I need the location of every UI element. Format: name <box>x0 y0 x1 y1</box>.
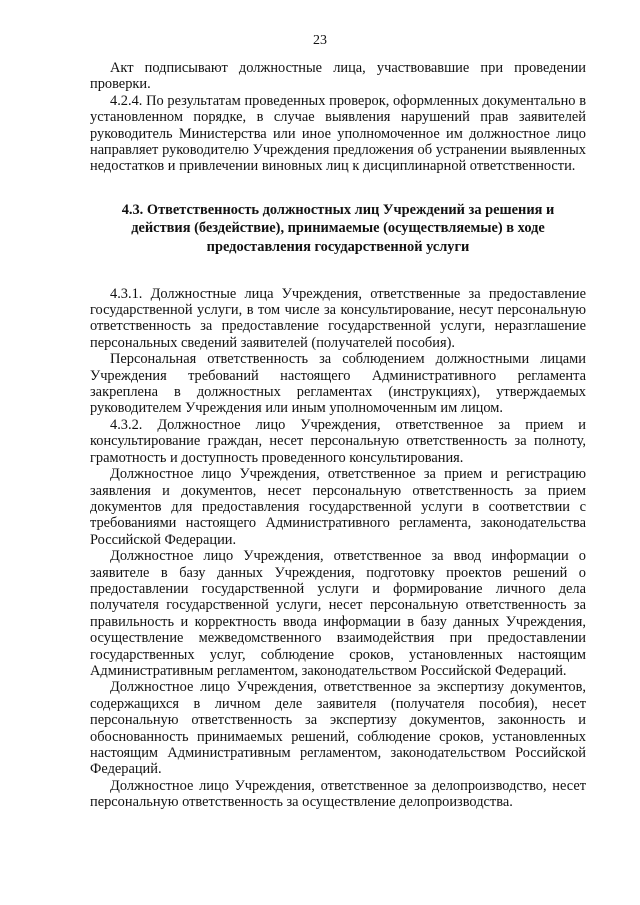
paragraph-4-3-2: 4.3.2. Должностное лицо Учреждения, ответственное за прием и консультирование граждан, несет персональную ответственность за полноту, грамотность и доступность проведенного консультирования. <box>90 416 586 466</box>
paragraph-reception-registration: Должностное лицо Учреждения, ответственное за прием и регистрацию заявления и документов, несет персональную ответственность за прием документов для предоставления государственной услуги в соответствии с требованиями настоящего Административного регламента, законодательства Российской Федерации. <box>90 466 586 548</box>
paragraph-4-2-4: 4.2.4. По результатам проведенных проверок, оформленных документально в установленном порядке, в случае выявления нарушений прав заявителей руководитель Министерства или иное уполномоченное им должностное лицо направляет руководителю Учреждения предложения об устранении выявленных недостатков и привлечении виновных лиц к дисциплинарной ответственности. <box>90 92 586 175</box>
paragraph-4-3-1: 4.3.1. Должностные лица Учреждения, ответственные за предоставление государственной услуги, в том числе за консультирование, несут персональную ответственность за предоставление государственной услуги, неразглашение персональных сведений заявителей (получателей пособия). <box>90 285 586 351</box>
paragraph-expertise: Должностное лицо Учреждения, ответственное за экспертизу документов, содержащихся в личном деле заявителя (получателя пособия), несет персональную ответственность за экспертизу документов, законность и обоснованность принимаемых решений, соблюдение сроков, установленных настоящим Административным регламентом, законодательством Российской Федераций. <box>90 679 586 778</box>
paragraph-data-entry: Должностное лицо Учреждения, ответственное за ввод информации о заявителе в базу данных Учреждения, подготовку проектов решений о предоставлении государственной услуги и формирование личного дела получателя государственной услуги, несет персональную ответственность за правильность и корректность ввода информации в базу данных Учреждения, осуществление межведомственного взаимодействия при предоставлении государственных услуг, соблюдение сроков, установленных настоящим Административным регламентом, законодательством Российской Федераций. <box>90 548 586 679</box>
document-body <box>90 60 586 811</box>
section-heading-4-3: 4.3. Ответственность должностных лиц Учреждений за решения и действия (бездействие), принимаемые (осуществляемые) в ходе предоставления государственной услуги <box>121 201 555 256</box>
paragraph-record-keeping: Должностное лицо Учреждения, ответственное за делопроизводство, несет персональную ответственность за осуществление делопроизводства. <box>90 777 586 811</box>
paragraph-personal-responsibility: Персональная ответственность за соблюдением должностными лицами Учреждения требований настоящего Административного регламента закреплена в должностных регламентах (инструкциях), утверждаемых руководителем Учреждения или иным уполномоченным им лицом. <box>90 351 586 417</box>
paragraph-signing: Акт подписывают должностные лица, участвовавшие при проведении проверки. <box>90 60 586 93</box>
page-number: 23 <box>313 33 327 48</box>
